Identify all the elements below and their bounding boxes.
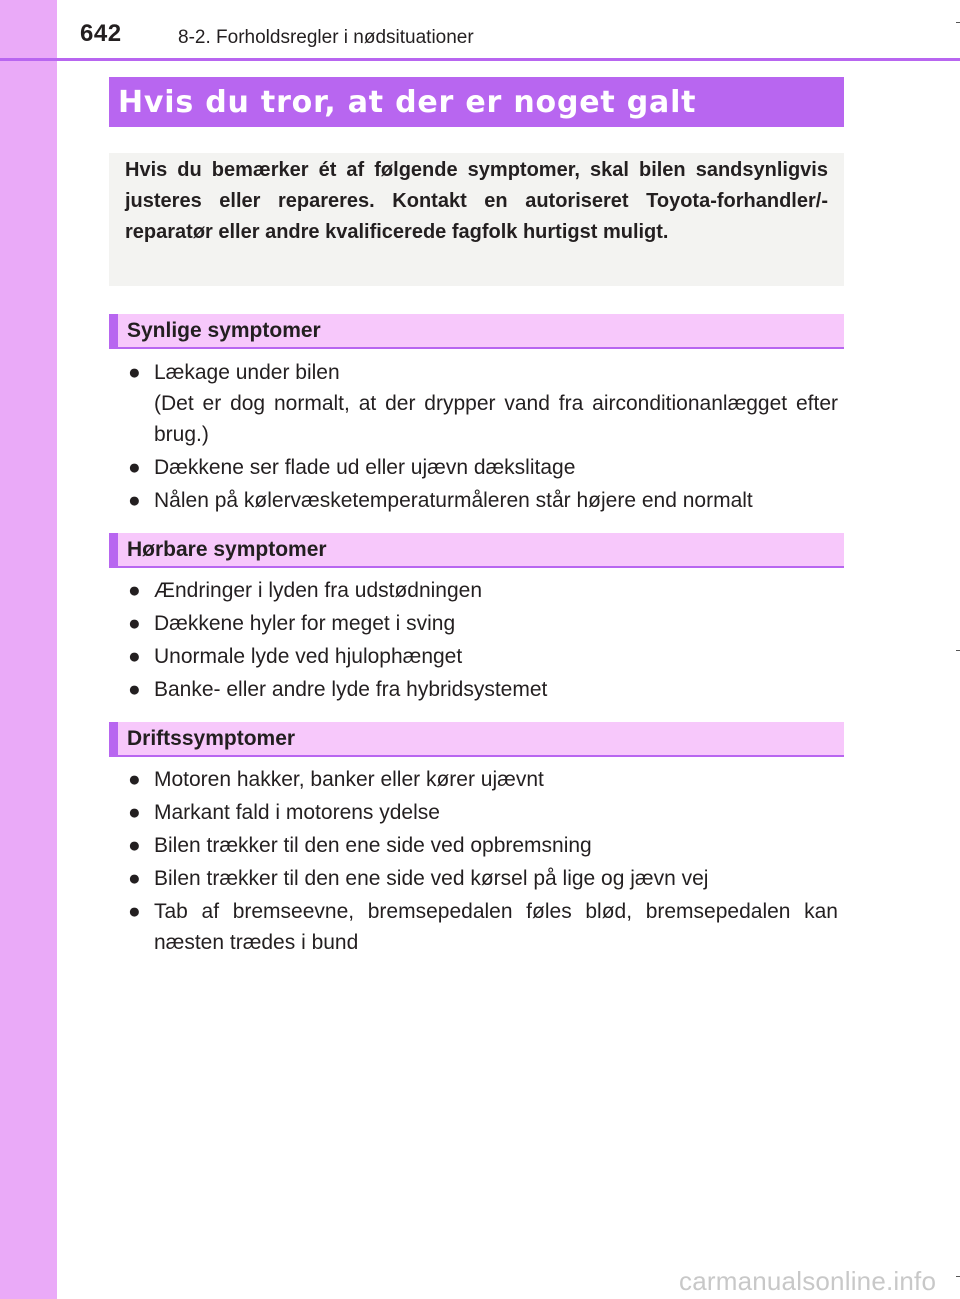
list-item bbox=[128, 485, 838, 516]
intro-text: Hvis du bemærker ét af følgende symptomer, skal bilen sandsynligvis justeres eller repareres. Kontakt en autoriseret Toyota-forhandler/-reparatør eller andre kvalificerede fagfolk hurtigst muligt. bbox=[125, 159, 828, 243]
list-item bbox=[128, 830, 838, 861]
item-text: Tab af bremseevne, bremsepedalen føles blød, bremsepedalen kan næsten trædes i bund bbox=[154, 900, 838, 954]
crop-mark bbox=[956, 1276, 960, 1277]
section-label: 8-2. Forholdsregler i nødsituationer bbox=[178, 27, 474, 48]
item-text: Lækage under bilen bbox=[154, 361, 340, 384]
bullet-icon: ● bbox=[128, 612, 141, 635]
list-item bbox=[128, 674, 838, 705]
bullet-icon: ● bbox=[128, 361, 141, 384]
page-title: Hvis du tror, at der er noget galt bbox=[118, 84, 697, 120]
bullet-icon: ● bbox=[128, 489, 141, 512]
list-item bbox=[128, 863, 838, 894]
bullet-icon: ● bbox=[128, 768, 141, 791]
list-item bbox=[128, 641, 838, 672]
item-text: Dækkene ser flade ud eller ujævn dækslitage bbox=[154, 456, 576, 479]
side-tab-strip bbox=[0, 0, 57, 1299]
subheader-audible-symptoms bbox=[109, 533, 844, 568]
bullet-icon: ● bbox=[128, 801, 141, 824]
subheader-visible-symptoms bbox=[109, 314, 844, 349]
bullet-icon: ● bbox=[128, 900, 141, 923]
crop-mark bbox=[956, 22, 960, 23]
header-rule bbox=[0, 58, 960, 61]
item-text: Bilen trækker til den ene side ved kørsel på lige og jævn vej bbox=[154, 867, 709, 890]
bullet-icon: ● bbox=[128, 579, 141, 602]
subheader-label: Driftssymptomer bbox=[127, 726, 296, 750]
bullet-icon: ● bbox=[128, 678, 141, 701]
bullet-icon: ● bbox=[128, 834, 141, 857]
item-text: Ændringer i lyden fra udstødningen bbox=[154, 579, 483, 602]
list-item bbox=[128, 764, 838, 795]
watermark: carmanualsonline.info bbox=[679, 1266, 937, 1296]
page-number: 642 bbox=[80, 20, 122, 47]
audible-symptoms-list bbox=[128, 575, 838, 707]
list-item bbox=[128, 452, 838, 483]
list-item bbox=[128, 896, 838, 958]
item-text: Dækkene hyler for meget i sving bbox=[154, 612, 456, 635]
item-note: (Det er dog normalt, at der drypper vand fra airconditionanlægget efter brug.) bbox=[154, 392, 838, 446]
driving-symptoms-list bbox=[128, 764, 838, 960]
item-text: Motoren hakker, banker eller kører ujævnt bbox=[154, 768, 544, 791]
list-item bbox=[128, 357, 838, 450]
item-text: Markant fald i motorens ydelse bbox=[154, 801, 440, 824]
bullet-icon: ● bbox=[128, 867, 141, 890]
item-text: Bilen trækker til den ene side ved opbremsning bbox=[154, 834, 592, 857]
item-text: Banke- eller andre lyde fra hybridsystemet bbox=[154, 678, 548, 701]
list-item bbox=[128, 575, 838, 606]
list-item bbox=[128, 797, 838, 828]
subheader-label: Synlige symptomer bbox=[127, 318, 321, 342]
item-text: Nålen på kølervæsketemperaturmåleren står højere end normalt bbox=[154, 489, 753, 512]
title-banner bbox=[109, 77, 844, 127]
item-text: Unormale lyde ved hjulophænget bbox=[154, 645, 463, 668]
list-item bbox=[128, 608, 838, 639]
subheader-label: Hørbare symptomer bbox=[127, 537, 327, 561]
intro-box bbox=[109, 153, 844, 286]
subheader-driving-symptoms bbox=[109, 722, 844, 757]
bullet-icon: ● bbox=[128, 456, 141, 479]
bullet-icon: ● bbox=[128, 645, 141, 668]
crop-mark bbox=[956, 650, 960, 651]
visible-symptoms-list bbox=[128, 357, 838, 518]
